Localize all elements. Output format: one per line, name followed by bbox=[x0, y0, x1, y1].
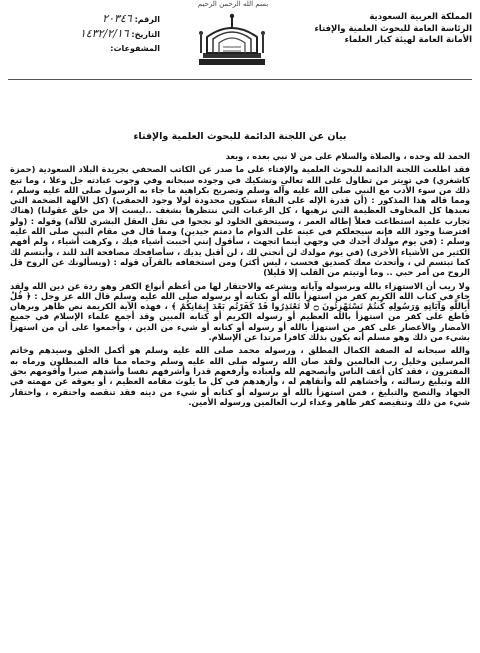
reference-date-row bbox=[10, 27, 160, 42]
presidency-name: الرئاسة العامة للبحوث العلمية والإفتاء bbox=[314, 23, 472, 34]
date-value: ١٤٣٢/٢/١٦ bbox=[79, 27, 129, 40]
document-title: بيان عن اللجنة الدائمة للبحوث العلمية والإفتاء bbox=[133, 131, 347, 142]
body-paragraph: ولا ريب أن الاستهزاء بالله وبرسوله وآياته وبشرعه والاحتقار لها من أعظم أنواع الكفر وهو ردة عن دين الله ولقد جاء في كتاب الله الكريم كفر من استهزأ بالله أو بكتابه أو برسوله صلى الله عليه وسلم قال الله عز وجل : ﴿ قُلْ أَبِاللَّهِ وَآيَاتِهِ وَرَسُولِهِ كُنتُمْ تَسْتَهْزِئُونَ ۝ لَا تَعْتَذِرُوا قَدْ كَفَرْتُم بَعْدَ إِيمَانِكُمْ ﴾ ، فهذه الآية الكريمة نص ظاهر وبرهان قاطع على كفر من استهزأ بالله العظيم أو رسوله الكريم أو كتابه المبين وقد أجمع علماء الإسلام في جميع الأمصار والأعصار على كفر من استهزأ بالله أو رسوله أو كتابه أو شيء من الدين ، وأجمعوا على أن من استهزأ بشيء من ذلك وهو مسلم أنه يكون بذلك كافرا مرتدا عن الإسلام. bbox=[10, 280, 470, 343]
letterhead-org bbox=[287, 12, 472, 47]
body-paragraph: والله سبحانه له الصفة الكمال المطلق ، ورسوله محمد صلى الله عليه وسلم هو أكمل الخلق وسيدهم وخاتم المرسلين وخليل رب العالمين ولقد صان الله رسوله صلى الله عليه وسلم وحماه مما قاله المبطلون ورماه به المفترون ، فقد كان أعف الناس وأنصحهم لله ولعباده وأرفعهم قدرا وأشرفهم نفسا وأشدهم صبرا وأقومهم بحق الله وتبليغ رسالته ، وأخشاهم لله وأتقاهم له ، وأزهدهم في كل ما يلوث مقامه العظيم ، أو يعوقه عن مهمته في الجهاد والنصح والتبليغ ، فمن استهزأ بالله أو برسوله أو كتابه أو شيء من دينه فقد تنقصه واحتقره ، واحتقار شيء من ذلك وتنقيصه كفر ظاهر وعداء لرب العالمين ورسوله الأمين. bbox=[10, 345, 470, 407]
emblem-icon bbox=[195, 13, 269, 67]
document-body bbox=[10, 151, 470, 646]
attachments-label: المشفوعات: bbox=[110, 44, 160, 53]
number-label: الرقم: bbox=[134, 15, 160, 24]
header-basmala: بسم الله الرحمن الرحيم bbox=[197, 0, 269, 8]
body-paragraph: فقد اطلعت اللجنة الدائمة للبحوث العلمية والإفتاء على ما صدر عن الكاتب الصحفي بجريدة البلاد السعودية (حمزة كاشغري) في تويتر من تطاول على الله تعالى وتشكيك في وجوده سبحانه وفي وجوب عبادته جل وعلا ، وما تبع ذلك من سوء الأدب مع النبي صلى الله عليه وآله وسلم وتصريح بكراهية ما جاء به الرسول صلى الله عليه وسلم ، ومما قاله هذا المذكور : (أن قدرة الإله على البقاء ستكون محدودة لولا وجود الحمقى) (كل الآلهة الضخمة التي نعبدها كل المخاوف العظيمة التي نرهبها ، كل الرغبات التي ننتظرها بشغف ..ليست إلا من خلق عقولنا) (هناك تجارب علمية استطاعت فعلاً إطالة العمر ، وسيتحقق الخلود لو نجحوا في نقل العقل البشري للآلة) وقوله : (ولو افترضنا وجود الله فإنه سيجعلكم في عينه على الدوام ما دمتم جيدين) ومما قال في مقام النبي صلى الله عليه وسلم : (في يوم مولدك أجدك في وجهي أينما اتجهت ، سأقول إنني أحببت أشياء فيك ، وكرهت أشياء ، ولم أفهم الكثير من الأشياء الأخرى) (في يوم مولدك لن أنحني لك ، لن أقبل يديك ، سأصافحك مصافحة الند للند ، وأبتسم لك كما تبتسم لي ، وأتحدث معك كصديق فحسب ، ليس أكثر) ومن استخفافه بالقرآن قوله : (ويسألونك عن الروح قل الروح من أمر حبي .. وما أوتيتم من القلب إلا قليلا) bbox=[10, 164, 470, 278]
secretariat-name: الأمانة العامة لهيئة كبار العلماء bbox=[344, 35, 472, 45]
body-paragraph: الحمد لله وحده ، والصلاة والسلام على من لا نبي بعده ، وبعد bbox=[225, 151, 470, 161]
reference-number-row bbox=[10, 12, 160, 27]
date-label: التاريخ: bbox=[131, 30, 160, 39]
number-value: ٢٠٣٤٦ bbox=[102, 12, 132, 25]
header-divider bbox=[8, 79, 472, 80]
kingdom-name: المملكة العربية السعودية bbox=[369, 12, 472, 22]
attachments-row bbox=[10, 42, 160, 56]
reference-block bbox=[10, 12, 160, 56]
